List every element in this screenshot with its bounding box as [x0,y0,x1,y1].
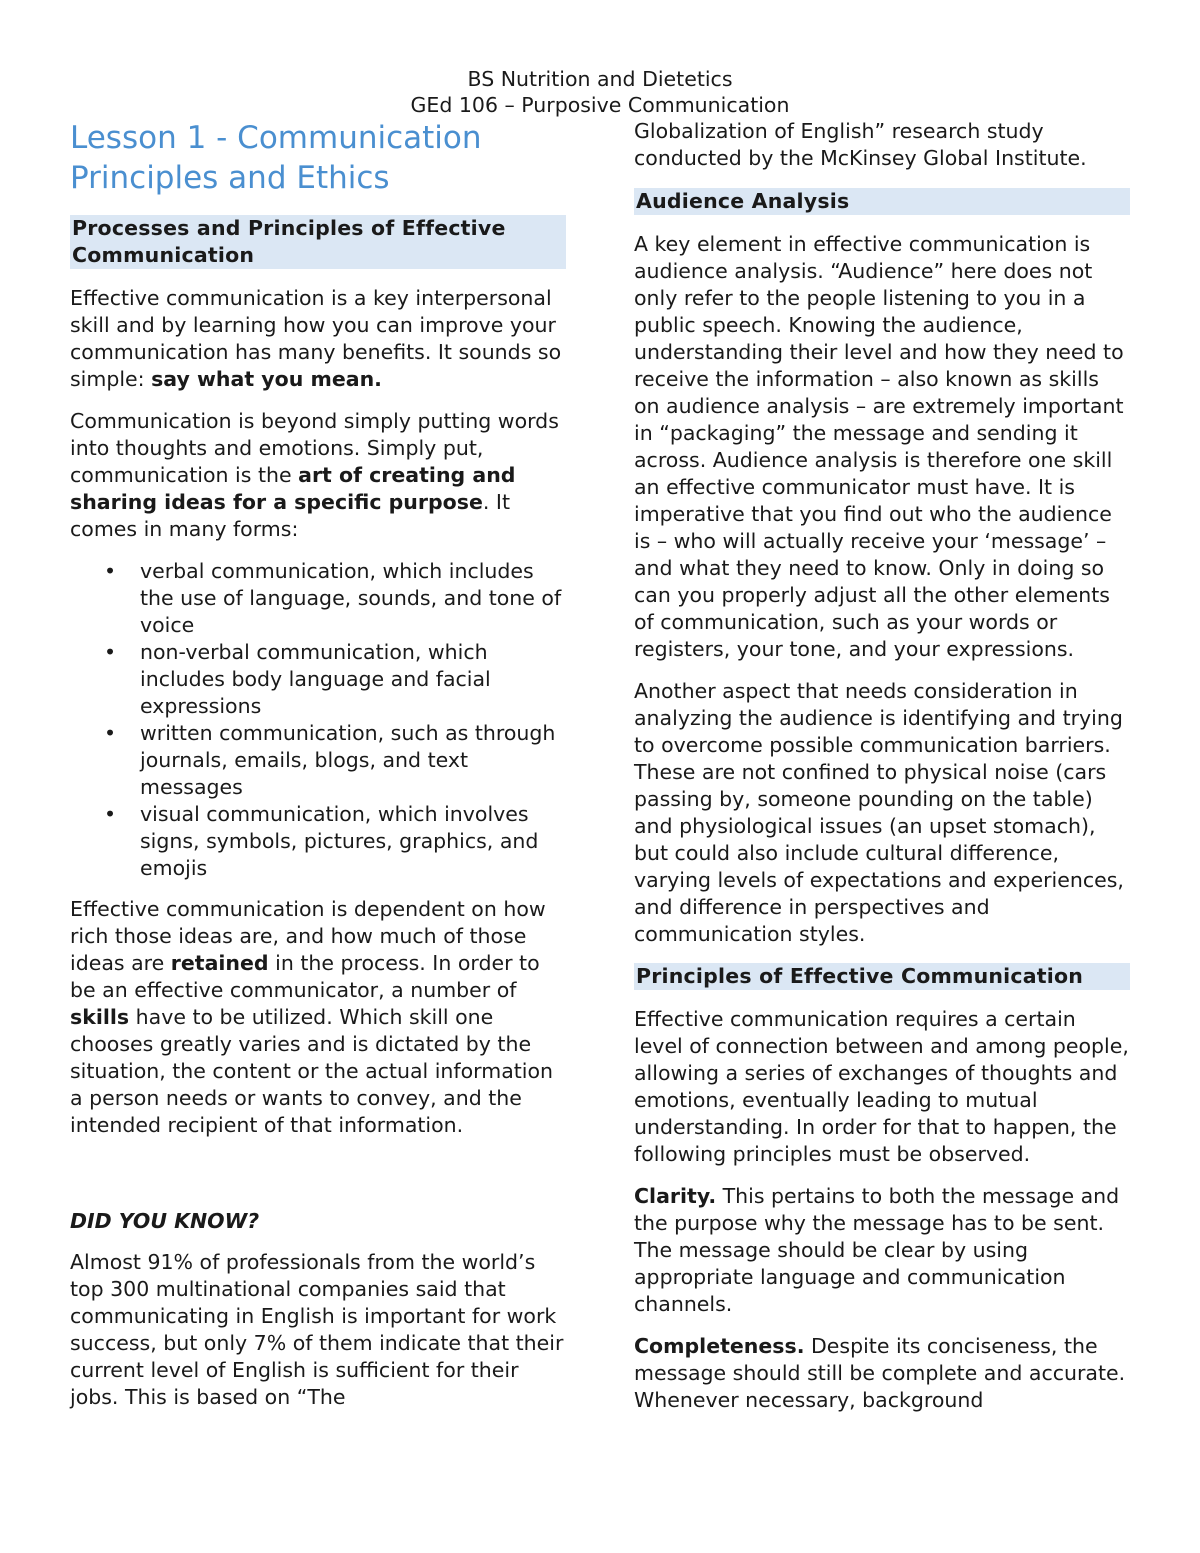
list-item-text: written communication, such as through journals, emails, blogs, and text messages [140,721,556,799]
completeness-label: Completeness. [634,1334,805,1358]
paragraph-definition [70,408,566,543]
section-heading-processes: Processes and Principles of Effective Communication [70,215,566,269]
paragraph-audience-analysis: A key element in effective communication is audience analysis. “Audience” here does not only refer to the people listening to you in a public speech. Knowing the audience, understanding their level and how they need to receive the information – also known as skills on audience analysis – are extremely important in “packaging” the message and sending it across. Audience analysis is therefore one skill an effective communicator must have. It is imperative that you find out who the audience is – who will actually receive your ‘message’ – and what they need to know. Only in doing so can you properly adjust all the other elements of communication, such as your words or registers, your tone, and your expressions. [634,232,1124,661]
paragraph-completeness [634,1333,1130,1414]
paragraph-definition-emphasis: art of creating and sharing ideas for a specific purpose [70,463,516,514]
list-item [104,639,566,720]
paragraph-intro [70,285,566,393]
completeness-text: Despite its conciseness, the message should still be complete and accurate. Whenever necessary, background [634,1334,1126,1412]
section-heading-audience-analysis: Audience Analysis [634,188,1130,215]
bullet-icon: • [104,640,117,664]
left-column [70,116,566,1426]
paragraph-intro-emphasis: say what you mean. [151,367,382,391]
right-column [634,118,1130,1429]
forms-list [70,558,566,882]
paragraph-skills-text-a: Effective communication is dependent on how rich those ideas are, and how much of those ideas are [70,897,546,975]
spacer [70,1154,566,1208]
paragraph-definition-text: Communication is beyond simply putting words into thoughts and emotions. Simply put, communication is the [70,409,559,487]
list-item-text: visual communication, which involves signs, symbols, pictures, graphics, and emojis [140,802,539,880]
course-name: GEd 106 – Purposive Communication [410,93,790,117]
clarity-label: Clarity. [634,1184,717,1208]
bullet-icon: • [104,559,117,583]
paragraph-skills-text-b: in the process. In order to be an effective communicator, a number of [70,951,540,1002]
paragraph-clarity [634,1183,1130,1318]
paragraph-intro-text: Effective communication is a key interpersonal skill and by learning how you can improve your communication has many benefits. It sounds so simple: [70,286,562,391]
section-heading-principles: Principles of Effective Communication [634,963,1130,990]
paragraph-skills [70,896,566,1139]
bullet-icon: • [104,721,117,745]
did-you-know-heading: DID YOU KNOW? [70,1209,260,1233]
paragraph-barriers: Another aspect that needs consideration in analyzing the audience is identifying and trying to overcome possible communication barriers. These are not confined to physical noise (cars passing by, someone pounding on the table) and physiological issues (an upset stomach), but could also include cultural difference, varying levels of expectations and experiences, and difference in perspectives and communication styles. [634,679,1124,946]
paragraph-principles: Effective communication requires a certain level of connection between and among people, allowing a series of exchanges of thoughts and emotions, eventually leading to mutual understanding. In order for that to happen, the following principles must be observed. [634,1007,1129,1166]
list-item [104,720,566,801]
list-item-text: non-verbal communication, which includes body language and facial expressions [140,640,491,718]
bullet-icon: • [104,802,117,826]
paragraph-definition-end: . It comes in many forms: [70,490,510,541]
paragraph-continuation: Globalization of English” research study conducted by the McKinsey Global Institute. [634,119,1087,170]
paragraph-skills-text-c: have to be utilized. Which skill one chooses greatly varies and is dictated by the situation, the content or the actual information a person needs or wants to convey, and the intended recipient of that information. [70,1005,554,1137]
clarity-text: This pertains to both the message and the purpose why the message has to be sent. The message should be clear by using appropriate language and communication channels. [634,1184,1120,1316]
lesson-title: Lesson 1 - Communication Principles and Ethics [70,120,482,196]
list-item-text: verbal communication, which includes the use of language, sounds, and tone of voice [140,559,562,637]
list-item [104,558,566,639]
program-name: BS Nutrition and Dietetics [467,67,733,91]
emphasis-retained: retained [170,951,269,975]
paragraph-statistics: Almost 91% of professionals from the world’s top 300 multinational companies said that communicating in English is important for work success, but only 7% of them indicate that their current level of English is sufficient for their jobs. This is based on “The [70,1250,564,1409]
emphasis-skills: skills [70,1005,130,1029]
list-item [104,801,566,882]
page-header [0,66,1200,118]
